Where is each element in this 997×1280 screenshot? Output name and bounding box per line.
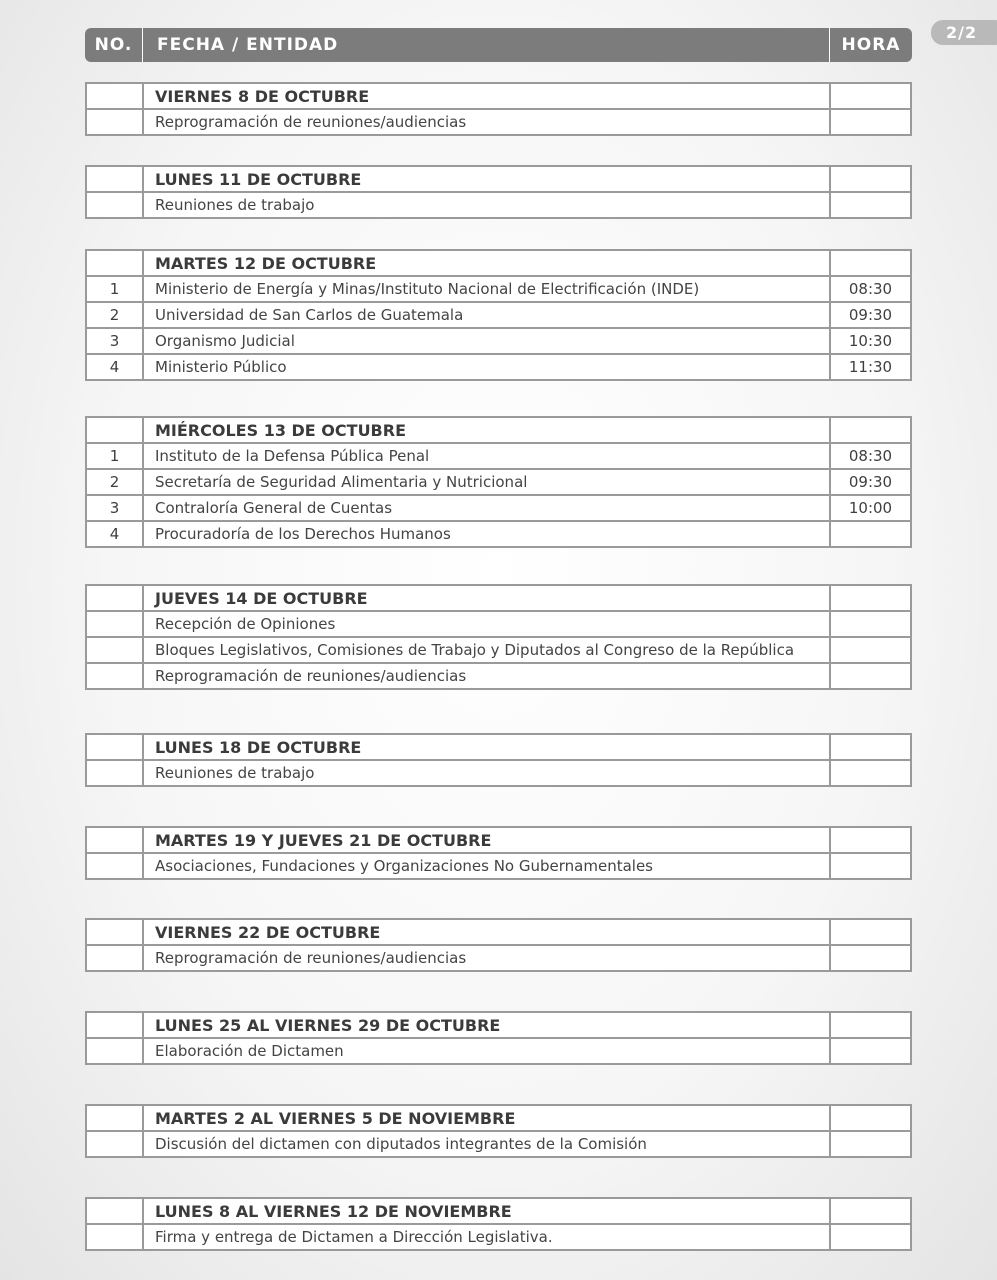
row-time: 08:30 — [830, 443, 911, 469]
schedule-table — [85, 416, 912, 548]
row-number: 3 — [86, 328, 143, 354]
table-row — [86, 521, 911, 547]
day-hora-cell — [830, 1105, 911, 1131]
row-number — [86, 1038, 143, 1064]
schedule-table — [85, 249, 912, 381]
schedule-block — [85, 826, 912, 880]
day-hora-cell — [830, 250, 911, 276]
page-indicator: 2/2 — [931, 20, 997, 45]
header-fecha-entidad: FECHA / ENTIDAD — [157, 35, 339, 55]
table-row — [86, 276, 911, 302]
day-no-cell — [86, 1198, 143, 1224]
row-entity: Organismo Judicial — [143, 328, 830, 354]
row-number: 1 — [86, 276, 143, 302]
row-entity: Reuniones de trabajo — [143, 192, 830, 218]
table-row — [86, 302, 911, 328]
row-time: 09:30 — [830, 302, 911, 328]
schedule-table — [85, 1011, 912, 1065]
row-entity: Universidad de San Carlos de Guatemala — [143, 302, 830, 328]
schedule-block — [85, 733, 912, 787]
schedule-table — [85, 918, 912, 972]
row-time — [830, 109, 911, 135]
row-number — [86, 192, 143, 218]
day-title: MARTES 19 Y JUEVES 21 DE OCTUBRE — [143, 827, 830, 853]
schedule-block — [85, 1104, 912, 1158]
table-row — [86, 637, 911, 663]
table-row — [86, 328, 911, 354]
schedule-block — [85, 1011, 912, 1065]
row-entity: Reprogramación de reuniones/audiencias — [143, 109, 830, 135]
table-row — [86, 1038, 911, 1064]
day-hora-cell — [830, 1198, 911, 1224]
day-row — [86, 166, 911, 192]
day-title: MARTES 2 AL VIERNES 5 DE NOVIEMBRE — [143, 1105, 830, 1131]
row-time — [830, 611, 911, 637]
day-title: JUEVES 14 DE OCTUBRE — [143, 585, 830, 611]
day-no-cell — [86, 1105, 143, 1131]
row-number — [86, 1224, 143, 1250]
row-time — [830, 1131, 911, 1157]
row-entity: Contraloría General de Cuentas — [143, 495, 830, 521]
day-row — [86, 585, 911, 611]
day-hora-cell — [830, 585, 911, 611]
day-title: LUNES 18 DE OCTUBRE — [143, 734, 830, 760]
row-entity: Asociaciones, Fundaciones y Organizaciones No Gubernamentales — [143, 853, 830, 879]
table-row — [86, 760, 911, 786]
row-number: 2 — [86, 302, 143, 328]
row-entity: Secretaría de Seguridad Alimentaria y Nutricional — [143, 469, 830, 495]
table-row — [86, 469, 911, 495]
row-number: 4 — [86, 521, 143, 547]
schedule-table — [85, 1197, 912, 1251]
row-number: 2 — [86, 469, 143, 495]
day-title: MIÉRCOLES 13 DE OCTUBRE — [143, 417, 830, 443]
table-row — [86, 495, 911, 521]
day-no-cell — [86, 734, 143, 760]
day-row — [86, 1105, 911, 1131]
row-number: 3 — [86, 495, 143, 521]
day-no-cell — [86, 417, 143, 443]
schedule-table — [85, 826, 912, 880]
row-entity: Ministerio de Energía y Minas/Instituto Nacional de Electrificación (INDE) — [143, 276, 830, 302]
header-no: NO. — [94, 35, 133, 55]
day-hora-cell — [830, 417, 911, 443]
row-number — [86, 1131, 143, 1157]
day-no-cell — [86, 83, 143, 109]
schedule-table — [85, 584, 912, 690]
day-row — [86, 417, 911, 443]
schedule-block — [85, 82, 912, 136]
schedule-block — [85, 918, 912, 972]
day-hora-cell — [830, 166, 911, 192]
row-number — [86, 663, 143, 689]
row-number: 4 — [86, 354, 143, 380]
table-header — [85, 28, 912, 62]
row-entity: Discusión del dictamen con diputados integrantes de la Comisión — [143, 1131, 830, 1157]
row-time — [830, 637, 911, 663]
table-row — [86, 1131, 911, 1157]
day-title: VIERNES 22 DE OCTUBRE — [143, 919, 830, 945]
row-time: 10:30 — [830, 328, 911, 354]
table-row — [86, 945, 911, 971]
row-number — [86, 945, 143, 971]
table-row — [86, 443, 911, 469]
row-entity: Procuradoría de los Derechos Humanos — [143, 521, 830, 547]
day-no-cell — [86, 250, 143, 276]
schedule-table — [85, 82, 912, 136]
day-row — [86, 827, 911, 853]
row-entity: Ministerio Público — [143, 354, 830, 380]
row-time — [830, 1038, 911, 1064]
schedule-block — [85, 1197, 912, 1251]
day-hora-cell — [830, 827, 911, 853]
day-row — [86, 1012, 911, 1038]
table-row — [86, 192, 911, 218]
day-no-cell — [86, 1012, 143, 1038]
day-row — [86, 83, 911, 109]
row-time: 10:00 — [830, 495, 911, 521]
table-row — [86, 853, 911, 879]
table-row — [86, 354, 911, 380]
day-title: LUNES 11 DE OCTUBRE — [143, 166, 830, 192]
row-entity: Reprogramación de reuniones/audiencias — [143, 945, 830, 971]
day-row — [86, 1198, 911, 1224]
row-time — [830, 760, 911, 786]
schedule-block — [85, 165, 912, 219]
day-title: MARTES 12 DE OCTUBRE — [143, 250, 830, 276]
row-number — [86, 637, 143, 663]
row-number — [86, 853, 143, 879]
day-title: LUNES 25 AL VIERNES 29 DE OCTUBRE — [143, 1012, 830, 1038]
row-time — [830, 853, 911, 879]
row-entity: Instituto de la Defensa Pública Penal — [143, 443, 830, 469]
row-time — [830, 521, 911, 547]
day-no-cell — [86, 166, 143, 192]
row-number — [86, 611, 143, 637]
header-hora: HORA — [841, 35, 901, 55]
row-number — [86, 109, 143, 135]
table-row — [86, 611, 911, 637]
row-time: 09:30 — [830, 469, 911, 495]
row-entity: Firma y entrega de Dictamen a Dirección Legislativa. — [143, 1224, 830, 1250]
day-row — [86, 919, 911, 945]
day-hora-cell — [830, 83, 911, 109]
day-hora-cell — [830, 1012, 911, 1038]
day-row — [86, 250, 911, 276]
table-row — [86, 1224, 911, 1250]
table-row — [86, 109, 911, 135]
row-time — [830, 663, 911, 689]
day-title: VIERNES 8 DE OCTUBRE — [143, 83, 830, 109]
schedule-table — [85, 733, 912, 787]
day-no-cell — [86, 585, 143, 611]
schedule-block — [85, 416, 912, 548]
row-time — [830, 1224, 911, 1250]
row-entity: Reprogramación de reuniones/audiencias — [143, 663, 830, 689]
day-no-cell — [86, 919, 143, 945]
day-title: LUNES 8 AL VIERNES 12 DE NOVIEMBRE — [143, 1198, 830, 1224]
schedule-block — [85, 249, 912, 381]
row-time — [830, 192, 911, 218]
row-entity: Reuniones de trabajo — [143, 760, 830, 786]
day-hora-cell — [830, 919, 911, 945]
row-time: 11:30 — [830, 354, 911, 380]
table-row — [86, 663, 911, 689]
day-hora-cell — [830, 734, 911, 760]
row-time — [830, 945, 911, 971]
day-row — [86, 734, 911, 760]
row-entity: Recepción de Opiniones — [143, 611, 830, 637]
row-number — [86, 760, 143, 786]
row-entity: Bloques Legislativos, Comisiones de Trabajo y Diputados al Congreso de la República — [143, 637, 830, 663]
row-entity: Elaboración de Dictamen — [143, 1038, 830, 1064]
row-number: 1 — [86, 443, 143, 469]
row-time: 08:30 — [830, 276, 911, 302]
schedule-table — [85, 165, 912, 219]
schedule-block — [85, 584, 912, 690]
schedule-table — [85, 1104, 912, 1158]
day-no-cell — [86, 827, 143, 853]
